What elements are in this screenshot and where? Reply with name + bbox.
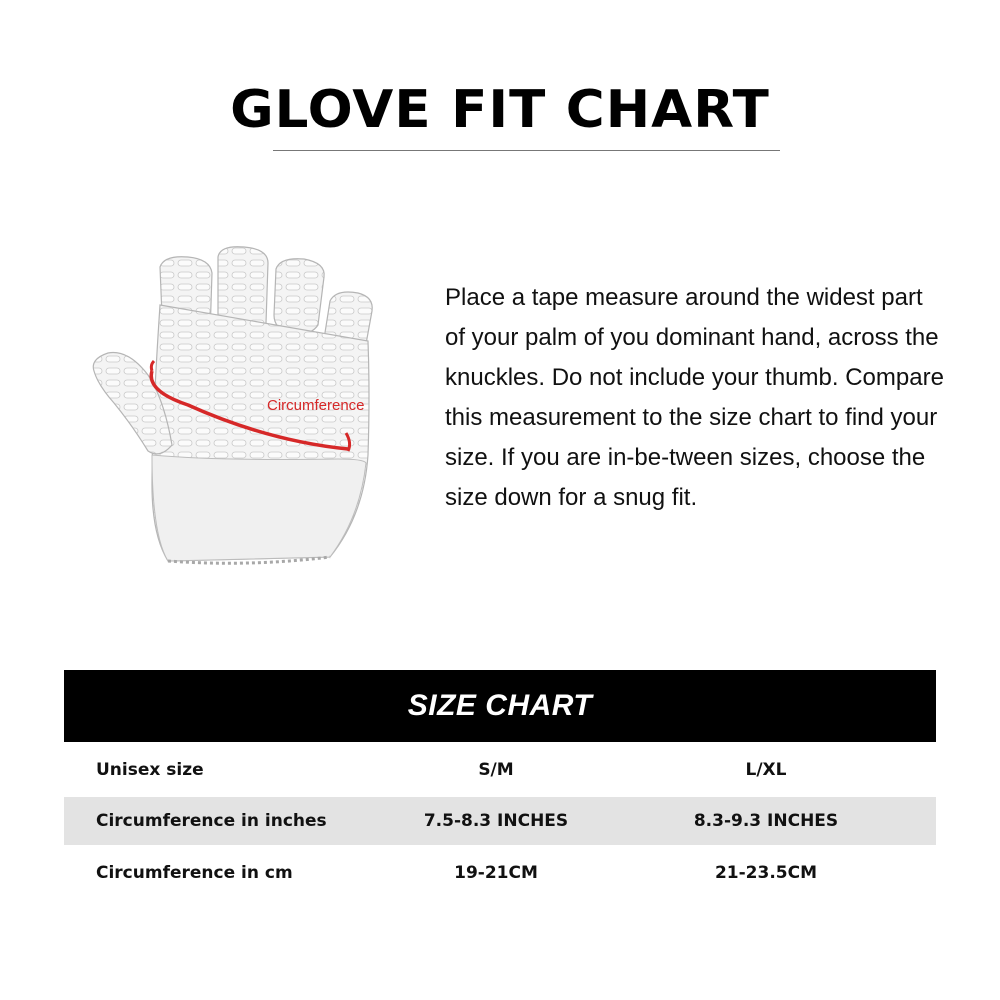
row-label: Circumference in inches [96,811,327,831]
table-row-inches [64,797,936,845]
glove-illustration [68,245,408,580]
cell-sm: 7.5-8.3 INCHES [423,811,569,831]
cell-sm: S/M [478,760,514,780]
size-chart-title: SIZE CHART [407,689,593,722]
circumference-label: Circumference [267,397,365,414]
size-chart-header [64,670,936,742]
fit-instructions: Place a tape measure around the widest part of your palm of you dominant hand, across the knuckles. Do not include your thumb. Compare this measurement to the size chart to find your size. If you are in-be-tween sizes, choose the size down for a snug fit. [445,284,944,511]
cell-lxl: L/XL [745,760,787,780]
glove-diagram [68,245,408,580]
table-row-cm [64,845,936,901]
row-label: Unisex size [96,760,204,780]
page-title: GLOVE FIT CHART [230,80,770,140]
cell-sm: 19-21CM [454,863,538,883]
title-divider [273,150,780,151]
cell-lxl: 8.3-9.3 INCHES [693,811,839,831]
cell-lxl: 21-23.5CM [714,863,818,883]
row-label: Circumference in cm [96,863,293,883]
table-row-unisex-size [64,743,936,797]
